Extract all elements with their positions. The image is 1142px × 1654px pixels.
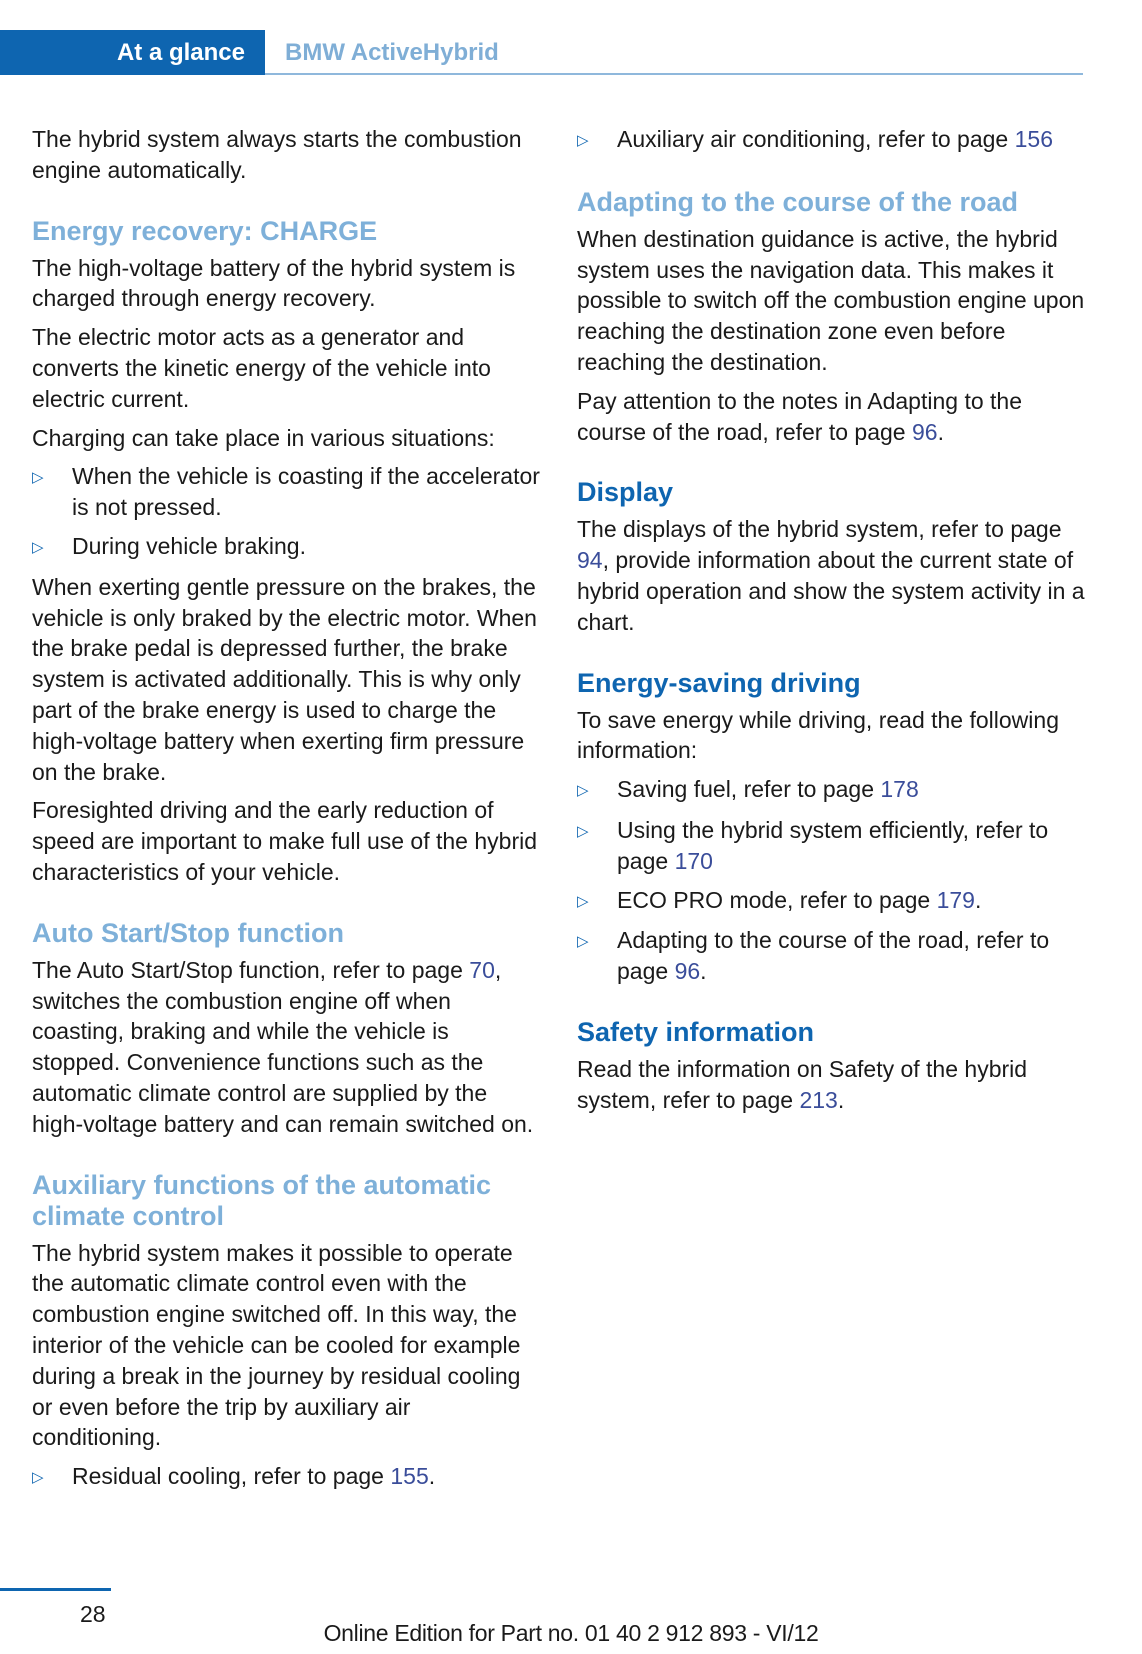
bullet-triangle-icon: ▷ xyxy=(577,782,589,800)
edition-footer: Online Edition for Part no. 01 40 2 912 893 - VI/12 xyxy=(323,1620,819,1646)
paragraph: The high-voltage battery of the hybrid system is charged through energy recovery. xyxy=(32,254,516,312)
heading-safety: Safety information xyxy=(577,1016,815,1047)
paragraph: Foresighted driving and the early reduction of speed are important to make full use of the hybrid characteristics of your vehicle. xyxy=(32,797,538,885)
page-link-156[interactable]: 156 xyxy=(1014,126,1053,152)
page-link-70[interactable]: 70 xyxy=(469,956,495,983)
chapter-title: At a glance xyxy=(116,39,245,66)
bullet-triangle-icon: ▷ xyxy=(577,822,589,840)
page-link-213[interactable]: 213 xyxy=(799,1086,838,1113)
paragraph: To save energy while driving, read the following information: xyxy=(577,706,1059,764)
footer-divider xyxy=(0,1588,111,1591)
list-item: ▷ Using the hybrid system efficiently, refer to page 170 xyxy=(577,816,1049,874)
chapter-tab xyxy=(0,30,265,75)
list-item: ▷ ECO PRO mode, refer to page 179. xyxy=(577,885,1087,918)
list-item: ▷ Adapting to the course of the road, refer to page 96. xyxy=(577,927,1050,985)
list-item: ▷ Saving fuel, refer to page 178 xyxy=(577,774,1087,807)
list-item: ▷ Auxiliary air conditioning, refer to page 156 xyxy=(577,124,1087,157)
header-divider xyxy=(265,73,1083,75)
page-link-94[interactable]: 94 xyxy=(577,547,603,574)
paragraph: Read the information on Safety of the hybrid system, refer to page 213. xyxy=(577,1055,1028,1113)
paragraph: Charging can take place in various situations: xyxy=(32,424,495,451)
paragraph: When destination guidance is active, the hybrid system uses the navigation data. This makes it possible to switch off the combustion engine upon reaching the destination zone even before reaching the destination. xyxy=(577,225,1085,375)
bullet-triangle-icon: ▷ xyxy=(32,1469,44,1487)
paragraph: The displays of the hybrid system, refer to page 94, provide information about the current state of hybrid operation and show the system activity in a chart. xyxy=(577,516,1085,635)
paragraph: The Auto Start/Stop function, refer to page 70, switches the combustion engine off when coasting, braking and while the vehicle is stopped. Convenience functions such as the automatic climate control are supplied by the high-voltage battery and can remain switched on. xyxy=(32,956,534,1137)
left-column xyxy=(32,124,542,1502)
list-item: ▷ When the vehicle is coasting if the accelerator is not pressed. xyxy=(32,463,540,521)
page-link-155[interactable]: 155 xyxy=(390,1463,429,1490)
bullet-triangle-icon: ▷ xyxy=(577,933,589,951)
intro-paragraph: The hybrid system always starts the combustion engine automatically. xyxy=(32,126,522,183)
page-link-178[interactable]: 178 xyxy=(880,776,919,803)
paragraph: When exerting gentle pressure on the brakes, the vehicle is only braked by the electric motor. When the brake pedal is depressed further, the brake system is activated additionally. This is why only part of the brake energy is used to charge the high-voltage battery when exerting firm pressure on the brake. xyxy=(32,573,537,785)
section-title: BMW ActiveHybrid xyxy=(285,39,499,66)
bullet-triangle-icon: ▷ xyxy=(577,892,589,910)
paragraph: Pay attention to the notes in Adapting to the course of the road, refer to page 96. xyxy=(577,387,1022,445)
list-item: ▷ Residual cooling, refer to page 155. xyxy=(32,1461,542,1494)
right-column xyxy=(577,124,1087,1124)
bullet-triangle-icon: ▷ xyxy=(577,132,589,149)
heading-energy-saving: Energy-saving driving xyxy=(577,667,861,698)
heading-adapting: Adapting to the course of the road xyxy=(577,186,1019,217)
paragraph: The hybrid system makes it possible to operate the automatic climate control even with the combustion engine switched off. In this way, the interior of the vehicle can be cooled for example during a break in the journey by residual cooling or even before the trip by auxiliary air conditioning. xyxy=(32,1239,521,1451)
page-number: 28 xyxy=(80,1601,106,1627)
heading-display: Display xyxy=(577,477,674,508)
bullet-triangle-icon: ▷ xyxy=(32,469,44,487)
bullet-triangle-icon: ▷ xyxy=(32,538,44,556)
page-link-170[interactable]: 170 xyxy=(674,847,713,874)
heading-energy-recovery: Energy recovery: CHARGE xyxy=(32,215,378,246)
page-link-96[interactable]: 96 xyxy=(674,958,701,985)
heading-auto-start-stop: Auto Start/Stop function xyxy=(32,917,344,948)
heading-aux-climate: Auxiliary functions of the automatic climate control xyxy=(32,1169,492,1231)
page-link-179[interactable]: 179 xyxy=(936,886,975,913)
paragraph: The electric motor acts as a generator and converts the kinetic energy of the vehicle into electric current. xyxy=(32,324,491,412)
page-link-96[interactable]: 96 xyxy=(911,418,938,445)
list-item: ▷ During vehicle braking. xyxy=(32,531,542,564)
